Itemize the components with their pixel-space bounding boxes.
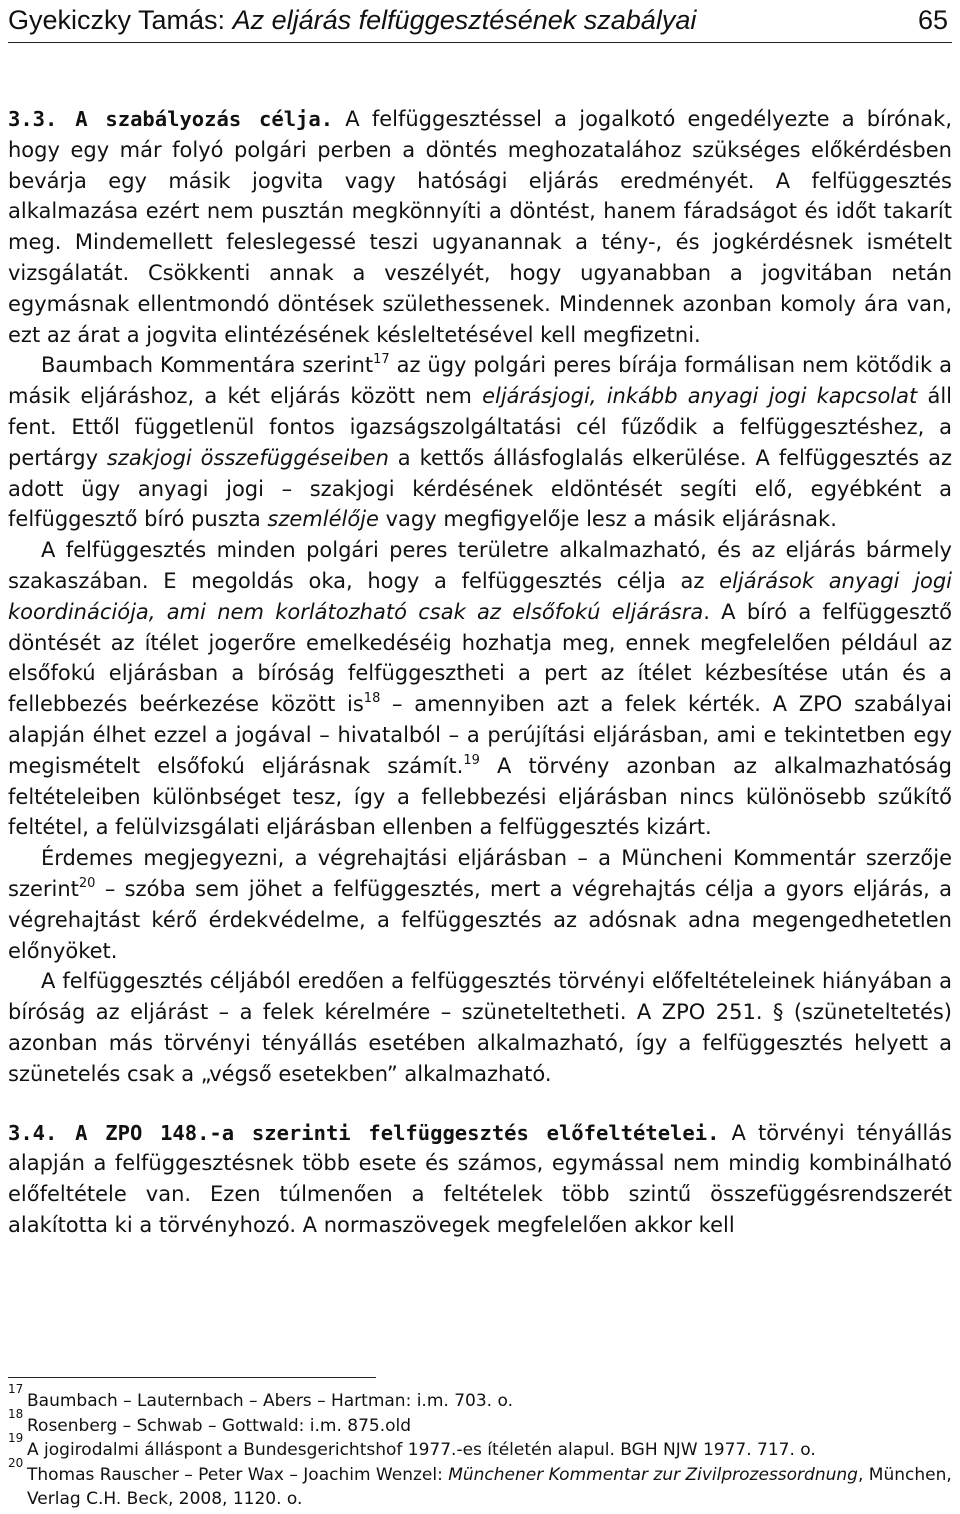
section-heading-3-4: 3.4. A ZPO 148.-a szerinti felfüggesztés előfeltételei. (8, 1120, 720, 1145)
emphasis-text: eljárások anyagi jogi koordinációja, ami nem korlátozható csak az elsőfokú eljárásra (8, 568, 952, 624)
paragraph-baumbach (8, 350, 952, 535)
text-run: áll fent. Ettől függetlenül fontos igazságszolgáltatási cél fűződik a felfüggesztéshez, a pertárgy (8, 384, 952, 470)
paragraph-applicability (8, 535, 952, 843)
paragraph-text: A törvényi tényállás alapján a felfüggesztésnek több esete és számos, egymással nem mindig kombinálható előfeltétele van. Ezen túlmenően a feltételek több szintű összefüggésrendszerét alakította ki a törvényhozó. A normaszövegek megfelelően akkor kell (8, 1120, 952, 1237)
text-run: – amennyiben azt a felek kérték. A ZPO szabályai alapján élhet ezzel a jogával – hivatalból – a perújítási eljárásban, ami e tekintetben egy megismételt elsőfokú eljárásnak számít. (8, 692, 952, 778)
text-run: az ügy polgári peres bírája formálisan nem kötődik a másik eljáráshoz, a két eljárás között nem (8, 353, 952, 409)
emphasis-text: eljárásjogi, inkább anyagi jogi kapcsolat (482, 384, 918, 409)
paragraph-suspension (8, 966, 952, 1089)
text-run: A felfüggesztés céljából eredően a felfüggesztés törvényi előfeltételeinek hiányában a bíróság az eljárást – a felek kérelmére – szüneteltetheti. A ZPO 251. § (szüneteltetés) azonban más törvényi tényállás esetében alkalmazható, így a felfüggesztés helyett a szünetelés csak a „végső esetekben” alkalmazható. (8, 969, 952, 1086)
footnote-18 (8, 1406, 952, 1439)
footnote-19 (8, 1431, 952, 1463)
header-author: Gyekiczky Tamás: (8, 5, 226, 35)
footnote-20 (8, 1455, 952, 1512)
footnote-text: Rosenberg – Schwab – Gottwald: i.m. 875.old (27, 1415, 412, 1436)
text-run: . A bíró a felfüggesztő döntését az ítélet jogerőre emelkedéséig hozhatja meg, ennek megfelelően például az elsőfokú eljárásban a bíróság felfüggesztheti a pert az ítélet kézbesítése után és a fellebbezés beérkezése között is (8, 599, 952, 717)
footnote-ref-17[interactable]: 17 (373, 352, 390, 368)
footnote-number: 19 (8, 1431, 24, 1445)
footnote-text: , München, Verlag C.H. Beck, 2008, 1120. o. (27, 1464, 952, 1509)
paragraph-purpose (8, 104, 952, 350)
running-header (8, 0, 952, 43)
paragraph-enforcement (8, 843, 952, 966)
footnote-text: Baumbach – Lauternbach – Abers – Hartman: i.m. 703. o. (27, 1391, 513, 1411)
page-number: 65 (917, 5, 948, 35)
text-run: A felfüggesztés minden polgári peres területre alkalmazható, és az eljárás bármely szakaszában. E megoldás oka, hogy a felfüggesztés célja az (8, 538, 952, 593)
footnote-separator (8, 1377, 376, 1378)
emphasis-text: szakjogi összefüggéseiben (106, 445, 389, 470)
footnote-ref-20[interactable]: 20 (78, 875, 96, 891)
text-run: a kettős állásfoglalás elkerülése. A felfüggesztés az adott ügy anyagi jogi – szakjogi kérdésének eldöntését segíti elő, egyébként a felfüggesztő bíró puszta (8, 445, 953, 532)
paragraph-preconditions (8, 1118, 952, 1241)
text-run: A törvény azonban az alkalmazhatóság feltételeiben különbséget tesz, így a fellebbezési eljárásban nincs különösebb szűkítő feltétel, a felülvizsgálati eljárásban ellenben a felfüggesztés kizárt. (8, 753, 952, 840)
paragraph-text: A felfüggesztéssel a jogalkotó engedélyezte a bírónak, hogy egy már folyó polgári perben a döntés meghozatalához szükséges előkérdésben bevárja egy másik jogvita vagy hatósági eljárás eredményét. A felfüggesztés alkalmazása ezért nem pusztán megkönnyíti a döntést, hanem fáradságot és időt takarít meg. Mindemellett feleslegessé teszi ugyanannak a tény-, és jogkérdésnek ismételt vizsgálatát. Csökkenti annak a veszélyét, hogy ugyanabban a jogvitában netán egymásnak ellentmondó döntések születhessenek. Mindennek azonban komoly ára van, ezt az árat a jogvita elintézésének késleltetésével kell megfizetni. (8, 107, 952, 347)
footnote-ref-18[interactable]: 18 (363, 691, 381, 707)
text-run: – szóba sem jöhet a felfüggesztés, mert a végrehajtás célja a gyors eljárás, a végrehajtást kérő érdekvédelme, a felfüggesztés az adósnak adna megengedhetetlen előnyöket. (8, 876, 952, 963)
footnote-number: 20 (8, 1455, 24, 1470)
section-heading-3-3: 3.3. A szabályozás célja. (8, 107, 334, 131)
footnote-ref-19[interactable]: 19 (463, 752, 480, 768)
text-run: vagy megfigyelője lesz a másik eljárásnak. (378, 507, 837, 532)
footnote-17 (8, 1382, 952, 1414)
text-run: Érdemes megjegyezni, a végrehajtási eljárásban – a Müncheni Kommentár szerzője szerint (8, 846, 952, 901)
footnote-text: Thomas Rauscher – Peter Wax – Joachim Wenzel: (27, 1464, 449, 1485)
text-run: Baumbach Kommentára szerint (41, 353, 374, 378)
emphasis-text: szemlélője (267, 507, 379, 532)
footnote-text: A jogirodalmi álláspont a Bundesgerichtshof 1977.-es ítéletén alapul. BGH NJW 1977. 717. o. (27, 1440, 816, 1460)
header-title: Az eljárás felfüggesztésének szabályai (232, 5, 697, 35)
footnotes (8, 1382, 952, 1512)
footnote-number: 17 (8, 1382, 24, 1396)
footnote-number: 18 (8, 1406, 24, 1421)
body-text (8, 104, 952, 1241)
footnote-book-title: Münchener Kommentar zur Zivilprozessordnung (448, 1464, 858, 1485)
